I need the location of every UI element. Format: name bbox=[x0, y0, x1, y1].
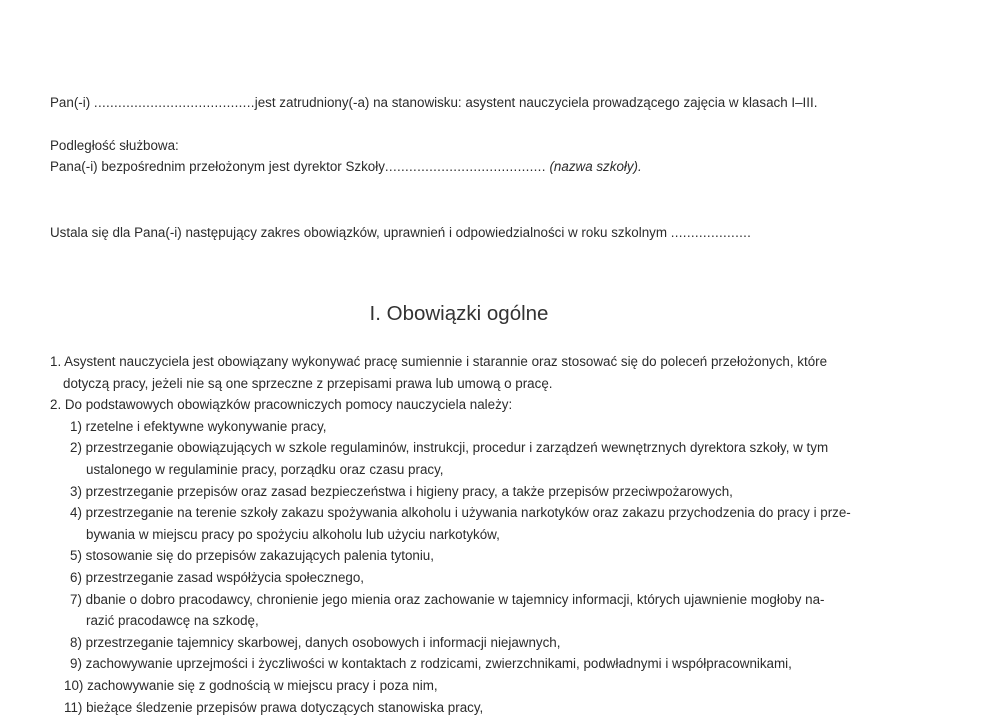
supervisor-line bbox=[50, 156, 642, 178]
sub-item: 4) przestrzeganie na terenie szkoły zakazu spożywania alkoholu i używania narkotyków oraz zakazu przychodzenia do pracy i prze- bbox=[50, 502, 880, 524]
sub-item: 6) przestrzeganie zasad współżycia społecznego, bbox=[50, 567, 880, 589]
general-duties-list bbox=[50, 351, 880, 718]
sub-item-continuation: razić pracodawcę na szkodę, bbox=[50, 610, 880, 632]
sub-item: 9) zachowywanie uprzejmości i życzliwości w kontaktach z rodzicami, zwierzchnikami, podwładnymi i współpracownikami, bbox=[50, 653, 880, 675]
sub-item: 11) bieżące śledzenie przepisów prawa dotyczących stanowiska pracy, bbox=[50, 697, 880, 718]
employment-line bbox=[50, 92, 817, 114]
school-year-blank: .................... bbox=[671, 225, 751, 240]
sub-item-continuation: ustalonego w regulaminie pracy, porządku oraz czasu pracy, bbox=[50, 459, 880, 481]
sub-item-continuation: bywania w miejscu pracy po spożyciu alkoholu lub użyciu narkotyków, bbox=[50, 524, 880, 546]
list-item: 2. Do podstawowych obowiązków pracowniczych pomocy nauczyciela należy: bbox=[50, 394, 880, 416]
duties-scope-prefix: Ustala się dla Pana(-i) następujący zakres obowiązków, uprawnień i odpowiedzialności w roku szkolnym bbox=[50, 225, 667, 240]
sub-item: 8) przestrzeganie tajemnicy skarbowej, danych osobowych i informacji niejawnych, bbox=[50, 632, 880, 654]
subordination-label: Podległość służbowa: bbox=[50, 135, 179, 157]
sub-item: 10) zachowywanie się z godnością w miejscu pracy i poza nim, bbox=[50, 675, 880, 697]
school-name-hint: (nazwa szkoły). bbox=[549, 159, 641, 174]
sub-item: 2) przestrzeganie obowiązujących w szkole regulaminów, instrukcji, procedur i zarządzeń wewnętrznych dyrektora szkoły, w tym bbox=[50, 437, 880, 459]
sub-item: 5) stosowanie się do przepisów zakazujących palenia tytoniu, bbox=[50, 545, 880, 567]
duties-scope-line bbox=[50, 222, 751, 244]
employment-prefix: Pan(-i) bbox=[50, 95, 90, 110]
sub-item: 1) rzetelne i efektywne wykonywanie pracy, bbox=[50, 416, 880, 438]
employment-suffix: jest zatrudniony(-a) na stanowisku: asystent nauczyciela prowadzącego zajęcia w klasach I–III. bbox=[255, 95, 818, 110]
section-title: I. Obowiązki ogólne bbox=[0, 303, 918, 325]
list-item: 1. Asystent nauczyciela jest obowiązany wykonywać pracę sumiennie i starannie oraz stosować się do poleceń przełożonych, które bbox=[50, 351, 880, 373]
sub-item: 3) przestrzeganie przepisów oraz zasad bezpieczeństwa i higieny pracy, a także przepisów przeciwpożarowych, bbox=[50, 481, 880, 503]
list-item-continuation: dotyczą pracy, jeżeli nie są one sprzeczne z przepisami prawa lub umową o pracę. bbox=[50, 373, 880, 395]
supervisor-prefix: Pana(-i) bezpośrednim przełożonym jest dyrektor Szkoły bbox=[50, 159, 385, 174]
sub-item: 7) dbanie o dobro pracodawcy, chronienie jego mienia oraz zachowanie w tajemnicy informacji, których ujawnienie mogłoby na- bbox=[50, 589, 880, 611]
school-name-blank: ........................................ bbox=[385, 159, 546, 174]
employee-name-blank: ........................................ bbox=[94, 95, 255, 110]
